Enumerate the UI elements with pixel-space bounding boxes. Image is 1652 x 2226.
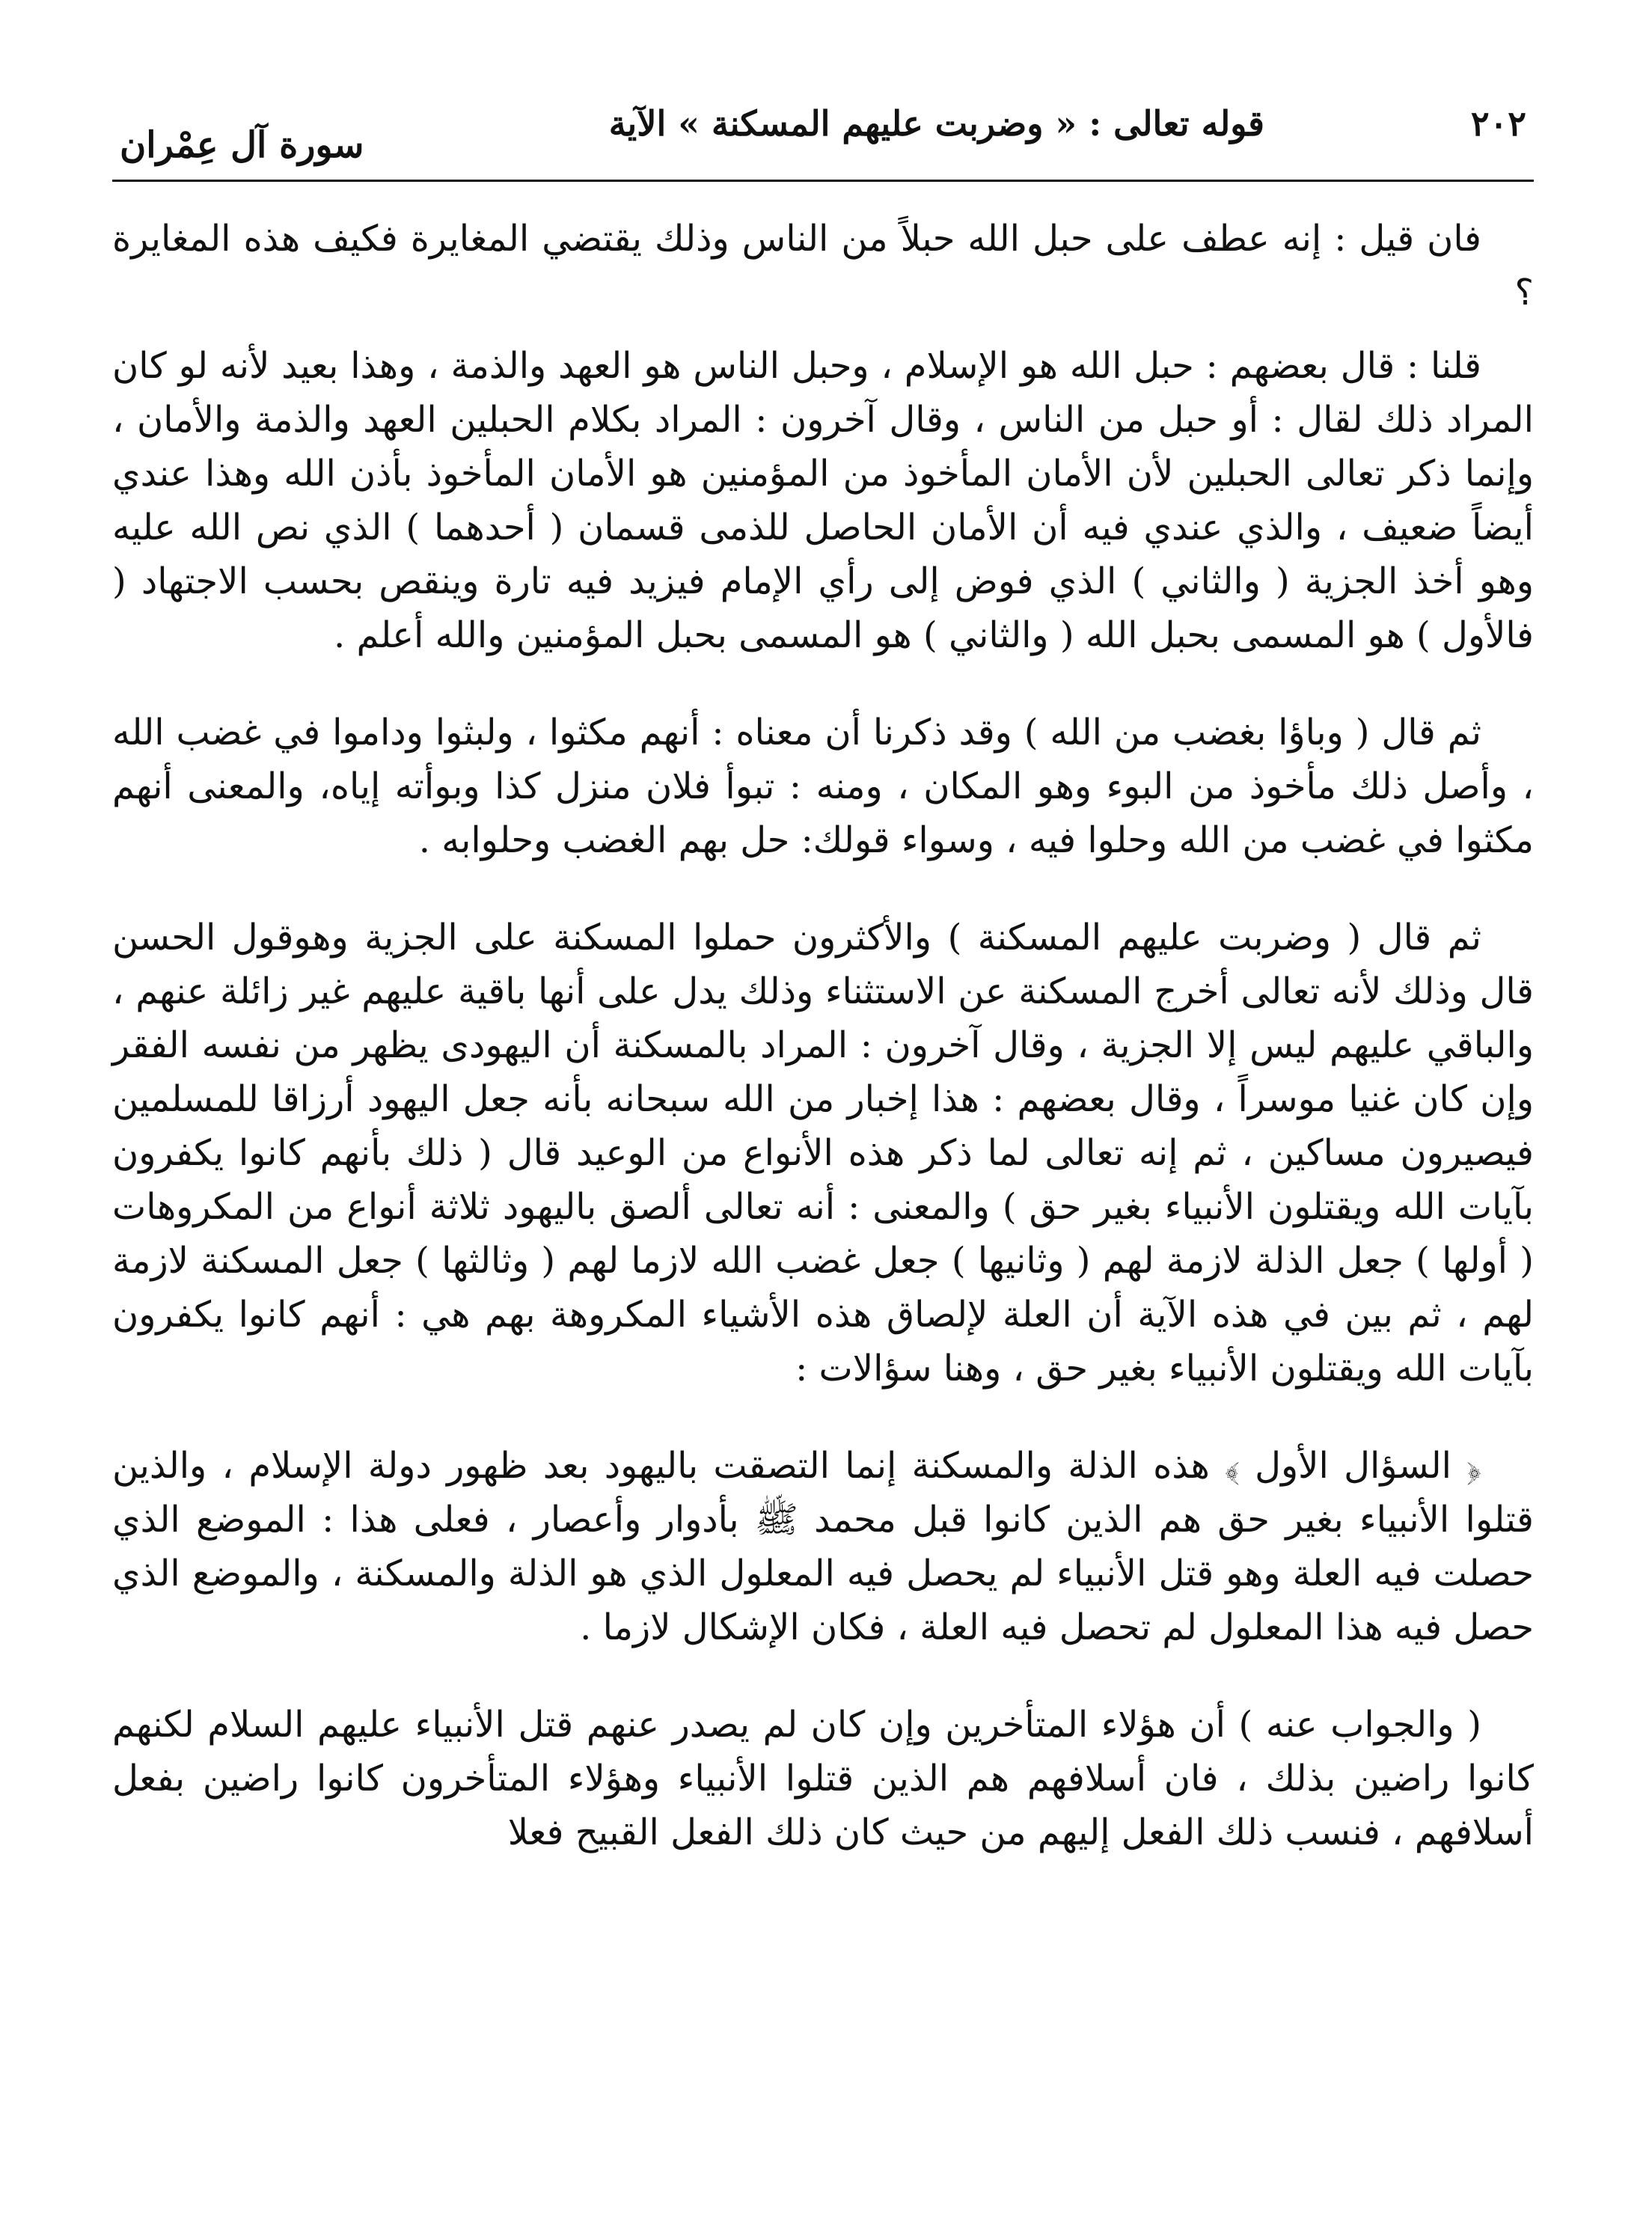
paragraph-first-question: ﴿ السؤال الأول ﴾ هذه الذلة والمسكنة إنما التصقت باليهود بعد ظهور دولة الإسلام ، والذين قتلوا الأنبياء بغير حق هم الذين كانوا قبل محمد ﷺ بأدوار وأعصار ، فعلى هذا : الموضع الذي حصلت فيه العلة وهو قتل الأنبياء لم يحصل فيه المعلول الذي هو الذلة والمسكنة ، والموضع الذي حصل فيه هذا المعلول لم تحصل فيه العلة ، فكان الإشكال لازما . [112, 1445, 1534, 1648]
paragraph-response: ( والجواب عنه ) أن هؤلاء المتأخرين وإن كان لم يصدر عنهم قتل الأنبياء عليهم السلام لكنهم كانوا راضين بذلك ، فان أسلافهم هم الذين قتلوا الأنبياء وهؤلاء المتأخرون كانوا راضين بفعل أسلافهم ، فنسب ذلك الفعل إليهم من حيث كان ذلك الفعل القبيح فعلا [112, 1704, 1534, 1853]
paragraph-poverty: ثم قال ( وضربت عليهم المسكنة ) والأكثرون حملوا المسكنة على الجزية وهوقول الحسن قال وذلك لأنه تعالى أخرج المسكنة عن الاستثناء وذلك يدل على أنها باقية عليهم غير زائلة عنهم ، والباقي عليهم ليس إلا الجزية ، وقال آخرون : المراد بالمسكنة أن اليهودى يظهر من نفسه الفقر وإن كان غنيا موسراً ، وقال بعضهم : هذا إخبار من الله سبحانه بأنه جعل اليهود أرزاقا للمسلمين فيصيرون مساكين ، ثم إنه تعالى لما ذكر هذه الأنواع من الوعيد قال ( ذلك بأنهم كانوا يكفرون بآيات الله ويقتلون الأنبياء بغير حق ) والمعنى : أنه تعالى ألصق باليهود ثلاثة أنواع من المكروهات ( أولها ) جعل الذلة لازمة لهم ( وثانيها ) جعل غضب الله لازما لهم ( وثالثها ) جعل المسكنة لازمة لهم ، ثم بين في هذه الآية أن العلة لإلصاق هذه الأشياء المكروهة بهم هي : أنهم كانوا يكفرون بآيات الله ويقتلون الأنبياء بغير حق ، وهنا سؤالات : [112, 917, 1534, 1389]
paragraph-answer: قلنا : قال بعضهم : حبل الله هو الإسلام ، وحبل الناس هو العهد والذمة ، وهذا بعيد لأنه لو كان المراد ذلك لقال : أو حبل من الناس ، وقال آخرون : المراد بكلام الحبلين العهد والذمة والأمان ، وإنما ذكر تعالى الحبلين لأن الأمان المأخوذ من المؤمنين هو الأمان المأخوذ بأذن الله وهذا عندي أيضاً ضعيف ، والذي عندي فيه أن الأمان الحاصل للذمى قسمان ( أحدهما ) الذي نص الله عليه وهو أخذ الجزية ( والثاني ) الذي فوض إلى رأي الإمام فيزيد فيه تارة وينقص بحسب الاجتهاد ( فالأول ) هو المسمى بحبل الله ( والثاني ) هو المسمى بحبل المؤمنين والله أعلم . [112, 345, 1535, 656]
surah-name: سورة آل عِمْران [120, 124, 364, 166]
book-page [112, 90, 1534, 2185]
paragraph-wrath: ثم قال ( وباؤا بغضب من الله ) وقد ذكرنا أن معناه : أنهم مكثوا ، ولبثوا وداموا في غضب الله ، وأصل ذلك مأخوذ من البوء وهو المكان ، ومنه : تبوأ فلان منزل كذا وبوأته إياه، والمعنى أنهم مكثوا في غضب من الله وحلوا فيه ، وسواء قولك: حل بهم الغضب وحلوابه . [112, 712, 1535, 861]
body-text [112, 212, 1534, 1859]
page-number: ٢٠٢ [1470, 103, 1526, 144]
header-title: قوله تعالى : « وضربت عليهم المسكنة » الآية [608, 103, 1264, 144]
paragraph-question: فان قيل : إنه عطف على حبل الله حبلاً من الناس وذلك يقتضي المغايرة فكيف هذه المغايرة ؟ [112, 218, 1534, 314]
page-header [112, 90, 1534, 182]
